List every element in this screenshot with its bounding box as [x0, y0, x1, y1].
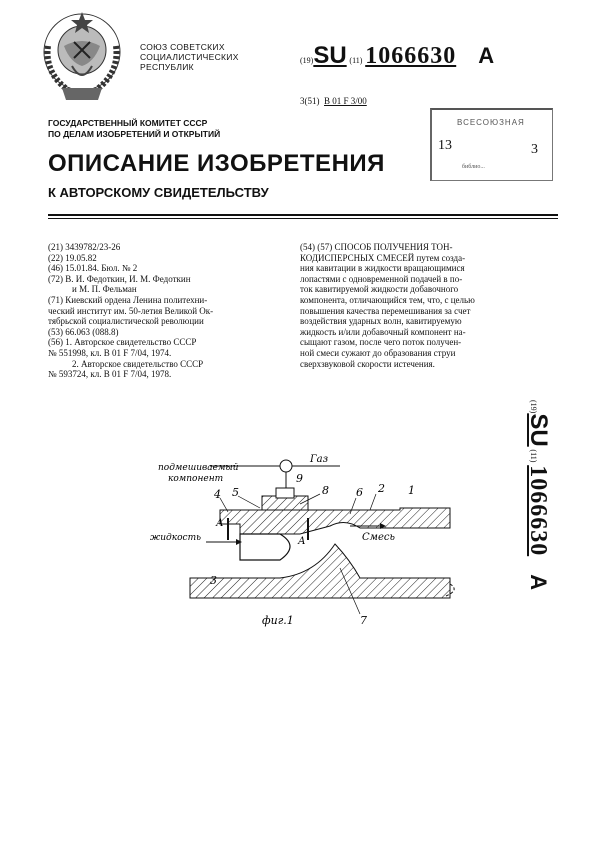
abstract-line: жидкость и/или добавочный компонент на-: [300, 326, 466, 337]
injector-cap: [276, 488, 294, 498]
abstract-line: ток кавитируемой жидкости добавочного: [300, 284, 459, 295]
upper-wall: [220, 508, 450, 534]
biblio-line: (46) 15.01.84. Бюл. № 2: [48, 263, 138, 274]
biblio-line: ческий институт им. 50-летия Великой Ок-: [48, 305, 214, 316]
lower-wall: [190, 544, 450, 598]
label-liquid: жидкость: [150, 533, 201, 543]
abstract-line: сверхзвуковой скорости истечения.: [300, 358, 435, 369]
biblio-line: № 593724, кл. В 01 F 7/04, 1978.: [48, 369, 172, 380]
label-component: подмешиваемый: [158, 463, 239, 473]
biblio-line: (71) Киевский ордена Ленина политехни-: [48, 294, 208, 305]
label-gas: Газ: [310, 454, 329, 465]
biblio-line: (56) 1. Авторское свидетельство СССР: [48, 337, 197, 348]
biblio-line: № 551998, кл. В 01 F 7/04, 1974.: [48, 347, 172, 358]
bibliographic-data: [48, 242, 290, 380]
part-number: 7: [360, 614, 367, 627]
union-name: СОЮЗ СОВЕТСКИХ СОЦИАЛИСТИЧЕСКИХ РЕСПУБЛИК: [140, 42, 239, 72]
part-number: 4: [214, 488, 221, 501]
ipc-classification: 3(51) B 01 F 3/00: [300, 96, 367, 106]
library-stamp: ВСЕСОЮЗНАЯ 13 3 библио...: [430, 108, 553, 181]
biblio-line: (53) 66.063 (088.8): [48, 326, 119, 337]
section-label-left: А: [216, 518, 224, 529]
abstract-line: (54) (57) СПОСОБ ПОЛУЧЕНИЯ ТОН-: [300, 242, 453, 252]
document-subtitle: К АВТОРСКОМУ СВИДЕТЕЛЬСТВУ: [48, 185, 269, 200]
abstract-line: ной смеси сужают до образования струи: [300, 347, 456, 358]
header-rule-thin: [48, 218, 558, 219]
abstract-line: сыщают газом, после чего поток получен-: [300, 337, 462, 348]
part-number: 8: [322, 484, 329, 497]
biblio-line: 2. Авторское свидетельство СССР: [72, 358, 204, 369]
part-number: 1: [408, 484, 415, 497]
figure-1: [150, 448, 490, 648]
biblio-line: (21) 3439782/23-26: [48, 242, 121, 252]
abstract-line: компонента, отличающийся тем, что, с целью: [300, 294, 475, 305]
part-number: 2: [378, 482, 385, 495]
rotor: [240, 534, 290, 560]
biblio-line: (22) 19.05.82: [48, 252, 97, 263]
abstract-claims: [300, 242, 516, 369]
abstract-line: воздействия ударных волн, кавитируемую: [300, 316, 462, 327]
abstract-line: повышения качества перемешивания за счет: [300, 305, 471, 316]
part-number: 6: [356, 486, 363, 499]
abstract-line: КОДИСПЕРСНЫХ СМЕСЕЙ путем созда-: [300, 252, 466, 263]
biblio-line: (72) В. И. Федоткин, И. М. Федоткин: [48, 273, 191, 284]
side-publication-number: (19)SU (11) 1066630A: [525, 400, 552, 591]
part-number: 9: [296, 472, 303, 485]
header-rule: [48, 214, 558, 216]
label-component-2: компонент: [168, 474, 224, 484]
section-label-right: А: [298, 536, 306, 547]
biblio-line: и М. П. Фельман: [72, 284, 137, 295]
abstract-line: ния кавитации в жидкости вращающимися: [300, 263, 465, 274]
publication-number: (19)SU (11) 1066630 A: [300, 42, 495, 69]
ussr-emblem-icon: [34, 6, 130, 106]
figure-caption: фиг.1: [262, 614, 294, 627]
part-number: 3: [210, 574, 217, 587]
document-title: ОПИСАНИЕ ИЗОБРЕТЕНИЯ: [48, 150, 385, 177]
gas-valve: [280, 460, 292, 472]
part-number: 5: [232, 486, 239, 499]
label-mixture: Смесь: [362, 532, 395, 543]
abstract-line: лопастями с одновременной подачей в по-: [300, 273, 463, 284]
committee-name: ГОСУДАРСТВЕННЫЙ КОМИТЕТ СССР ПО ДЕЛАМ ИЗОБРЕТЕНИЙ И ОТКРЫТИЙ: [48, 118, 221, 139]
biblio-line: тябрьской социалистической революции: [48, 316, 204, 327]
